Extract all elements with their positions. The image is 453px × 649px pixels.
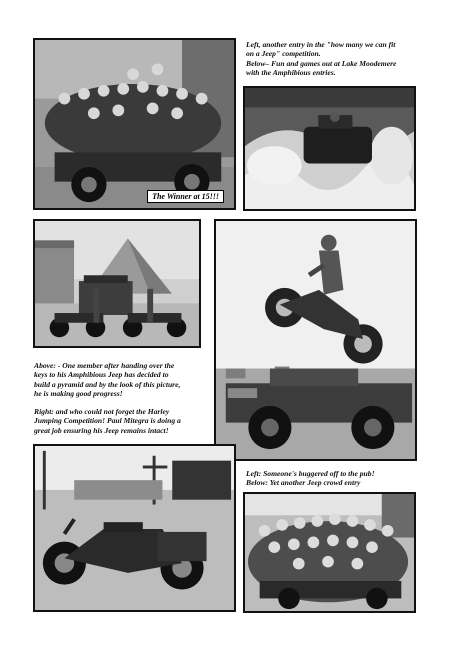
photo-motorcycle-pub [33, 444, 236, 612]
photo-amphibious-jeep [243, 86, 416, 211]
caption-line: with the Amphibious entries. [246, 67, 336, 77]
caption-line: Below: Yet another Jeep crowd entry [246, 478, 361, 488]
caption-line: keys to his Amphibious Jeep has decided to [34, 370, 169, 380]
caption-line: Left: Someone's buggered off to the pub! [246, 469, 375, 478]
caption-line: he is making good progress! [34, 388, 123, 398]
photo-jeep-crowd-entry [243, 492, 416, 613]
caption-line: Above: - One member after handing over the [34, 361, 175, 370]
caption-line: on a Jeep" competition. [246, 49, 321, 59]
caption-line: Below– Fun and games out at Lake Moodemere [246, 58, 397, 68]
caption-bottom-right [246, 469, 441, 488]
photo-jeep-crowd [33, 38, 236, 210]
caption-line: Right: and who could not forget the Harley [34, 407, 170, 417]
photo-harley-jump [214, 219, 417, 461]
winner-label: The Winner at 15!!! [147, 190, 224, 203]
caption-top-right [246, 40, 441, 77]
caption-middle-left [34, 361, 212, 435]
caption-line: Left, another entry in the "how many we can fit [246, 40, 396, 49]
caption-line: great job ensuring his Jeep remains intact! [34, 425, 169, 435]
photo-pyramids [33, 219, 201, 348]
caption-line: Jumping Competition! Paul Mitegra is doing a [34, 416, 181, 426]
caption-line: build a pyramid and by the look of this picture, [34, 379, 181, 389]
